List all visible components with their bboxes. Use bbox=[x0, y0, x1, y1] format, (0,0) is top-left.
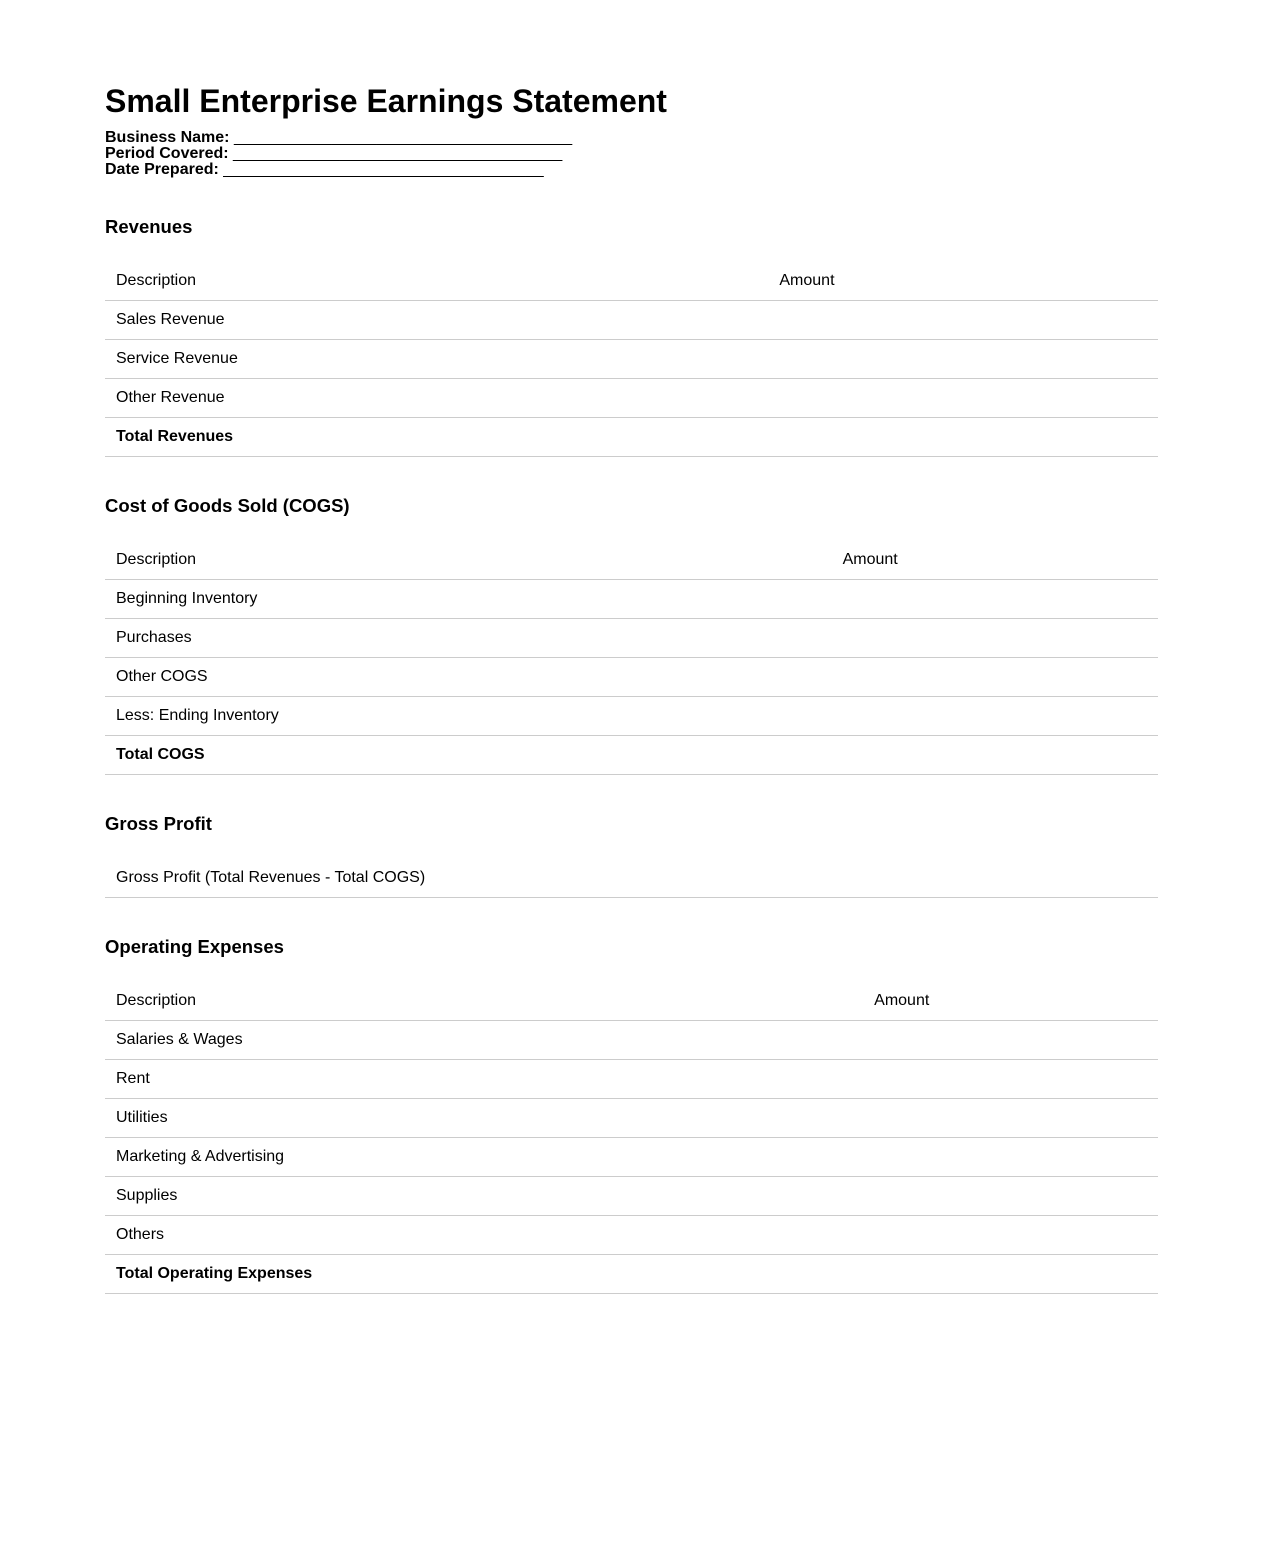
row-label: Gross Profit (Total Revenues - Total COGS) bbox=[105, 859, 947, 898]
column-header-description: Description bbox=[105, 541, 832, 580]
table-row bbox=[105, 301, 1158, 340]
amount-cell bbox=[947, 859, 1158, 898]
row-label: Marketing & Advertising bbox=[105, 1138, 863, 1177]
amount-cell bbox=[768, 379, 1158, 418]
row-label: Other COGS bbox=[105, 658, 832, 697]
row-label: Beginning Inventory bbox=[105, 580, 832, 619]
row-label: Other Revenue bbox=[105, 379, 768, 418]
table-row bbox=[105, 580, 1158, 619]
cogs-table bbox=[105, 541, 1158, 775]
table-row bbox=[105, 1138, 1158, 1177]
field-label: Business Name: bbox=[105, 129, 230, 146]
table-header-row bbox=[105, 982, 1158, 1021]
row-label: Service Revenue bbox=[105, 340, 768, 379]
table-header-row bbox=[105, 262, 1158, 301]
table-row bbox=[105, 379, 1158, 418]
section-heading-revenues: Revenues bbox=[105, 216, 193, 237]
amount-cell bbox=[863, 1060, 1158, 1099]
field-label: Date Prepared: bbox=[105, 161, 219, 178]
amount-cell bbox=[832, 619, 1158, 658]
amount-cell bbox=[863, 1216, 1158, 1255]
table-row bbox=[105, 619, 1158, 658]
amount-cell bbox=[832, 736, 1158, 775]
amount-cell bbox=[768, 418, 1158, 457]
meta-block bbox=[105, 130, 1158, 178]
amount-cell bbox=[768, 301, 1158, 340]
section-heading-operating-expenses: Operating Expenses bbox=[105, 936, 284, 957]
table-row bbox=[105, 340, 1158, 379]
table-header-row bbox=[105, 541, 1158, 580]
field-business-name bbox=[105, 130, 1158, 146]
amount-cell bbox=[863, 1177, 1158, 1216]
row-label: Rent bbox=[105, 1060, 863, 1099]
column-header-amount: Amount bbox=[768, 262, 1158, 301]
table-row bbox=[105, 859, 1158, 898]
column-header-description: Description bbox=[105, 982, 863, 1021]
table-row-total bbox=[105, 736, 1158, 775]
row-label: Less: Ending Inventory bbox=[105, 697, 832, 736]
row-label: Utilities bbox=[105, 1099, 863, 1138]
amount-cell bbox=[863, 1099, 1158, 1138]
row-label: Total Revenues bbox=[105, 418, 768, 457]
blank-fill-line: ______________________________________ bbox=[229, 129, 573, 146]
table-row bbox=[105, 1099, 1158, 1138]
row-label: Total Operating Expenses bbox=[105, 1255, 863, 1294]
amount-cell bbox=[832, 658, 1158, 697]
row-label: Sales Revenue bbox=[105, 301, 768, 340]
amount-cell bbox=[863, 1138, 1158, 1177]
table-row bbox=[105, 658, 1158, 697]
field-period-covered bbox=[105, 146, 1158, 162]
column-header-amount: Amount bbox=[863, 982, 1158, 1021]
blank-fill-line: ____________________________________ bbox=[218, 161, 544, 178]
table-row-total bbox=[105, 418, 1158, 457]
amount-cell bbox=[768, 340, 1158, 379]
field-label: Period Covered: bbox=[105, 145, 229, 162]
row-label: Salaries & Wages bbox=[105, 1021, 863, 1060]
field-date-prepared bbox=[105, 162, 1158, 178]
amount-cell bbox=[863, 1021, 1158, 1060]
operating-expenses-table bbox=[105, 982, 1158, 1294]
column-header-description: Description bbox=[105, 262, 768, 301]
revenues-table bbox=[105, 262, 1158, 457]
table-row bbox=[105, 1021, 1158, 1060]
gross-profit-table bbox=[105, 859, 1158, 898]
table-row bbox=[105, 1216, 1158, 1255]
amount-cell bbox=[832, 580, 1158, 619]
table-row bbox=[105, 1177, 1158, 1216]
blank-fill-line: _____________________________________ bbox=[228, 145, 563, 162]
column-header-amount: Amount bbox=[832, 541, 1158, 580]
row-label: Purchases bbox=[105, 619, 832, 658]
table-row bbox=[105, 1060, 1158, 1099]
section-heading-cogs: Cost of Goods Sold (COGS) bbox=[105, 495, 350, 516]
amount-cell bbox=[832, 697, 1158, 736]
document-title: Small Enterprise Earnings Statement bbox=[105, 83, 667, 119]
row-label: Others bbox=[105, 1216, 863, 1255]
row-label: Total COGS bbox=[105, 736, 832, 775]
table-row-total bbox=[105, 1255, 1158, 1294]
amount-cell bbox=[863, 1255, 1158, 1294]
section-heading-gross-profit: Gross Profit bbox=[105, 813, 212, 834]
row-label: Supplies bbox=[105, 1177, 863, 1216]
table-row bbox=[105, 697, 1158, 736]
